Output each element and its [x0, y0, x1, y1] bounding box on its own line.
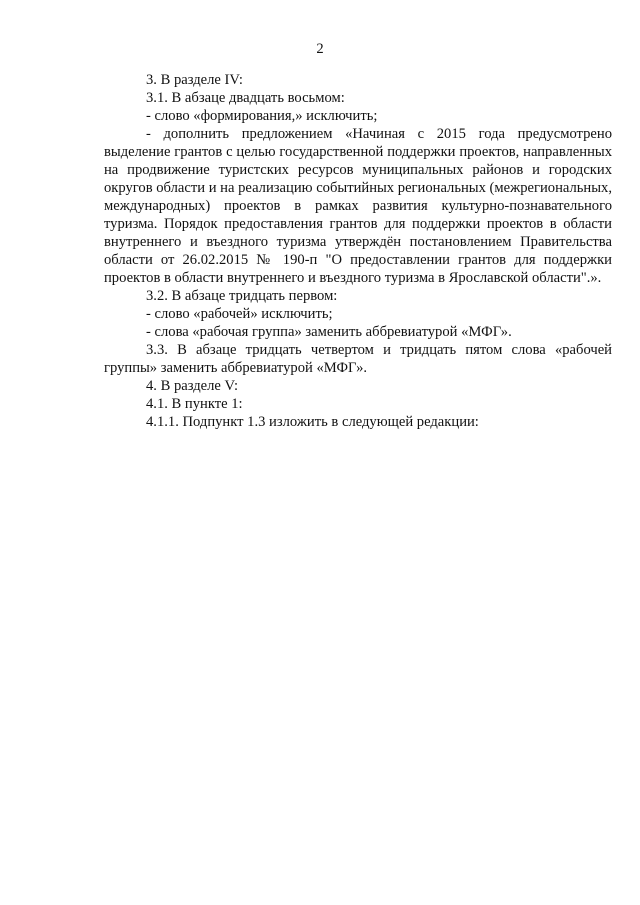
paragraph-4-1: 4.1. В пункте 1:: [146, 396, 243, 412]
paragraph-section-v: 4. В разделе V:: [146, 378, 239, 394]
paragraph-3-2: 3.2. В абзаце тридцать первом:: [146, 288, 338, 304]
paragraph-replace-abbreviation: - слова «рабочая группа» заменить аббревиатурой «МФГ».: [146, 324, 512, 340]
paragraph-word-exclusion: - слово «формирования,» исключить;: [146, 108, 378, 124]
paragraph-4-1-1: 4.1.1. Подпункт 1.3 изложить в следующей редакции:: [146, 414, 479, 430]
paragraph-add-sentence: - дополнить предложением «Начиная с 2015 года предусмотрено выделение грантов с целью государственной поддержки проектов, направленных на продвижение туристских ресурсов муниципальных районов и городских округов области и на реализацию событийных региональных (межрегиональных, международных) проектов в рамках развития культурно-познавательного туризма. Порядок предоставления грантов для поддержки проектов в области внутреннего и въездного туризма утверждён постановлением Правительства области от 26.02.2015 № 190-п "О предоставлении грантов для поддержки проектов в области внутреннего и въездного туризма в Ярославской области".».: [104, 126, 612, 286]
page-number: 2: [316, 41, 324, 57]
document-body: [104, 71, 612, 431]
paragraph-3-1: 3.1. В абзаце двадцать восьмом:: [146, 90, 345, 106]
paragraph-remove-working: - слово «рабочей» исключить;: [146, 306, 333, 322]
paragraph-section-iv: 3. В разделе IV:: [146, 72, 243, 88]
paragraph-3-3: 3.3. В абзаце тридцать четвертом и тридцать пятом слова «рабочей группы» заменить аббревиатурой «МФГ».: [104, 342, 612, 376]
